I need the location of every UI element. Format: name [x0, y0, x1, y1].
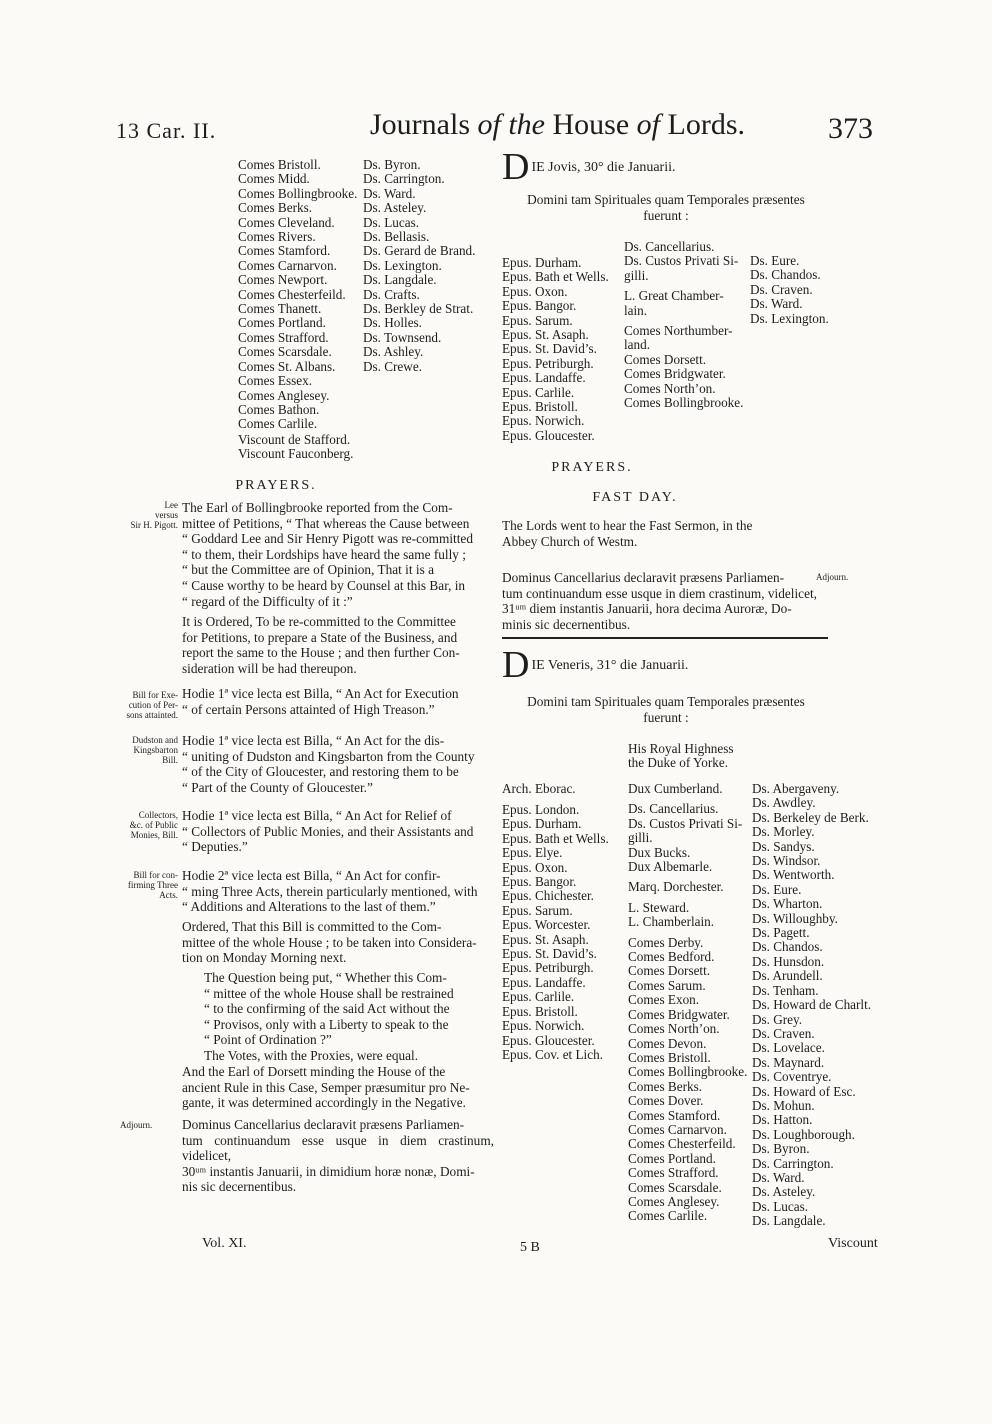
peer-name: lain.: [624, 302, 648, 318]
peer-name: Epus. Bristoll.: [502, 1003, 578, 1019]
margin-note-line: Dudston and: [132, 735, 178, 745]
peer-name: Ds. Chandos.: [752, 939, 823, 955]
peer-name: Epus. Durham.: [502, 255, 582, 270]
peer-name: Epus. Bath et Wells.: [502, 830, 609, 846]
peer-name: Ds. Bellasis.: [363, 229, 430, 245]
peer-name: Comes Devon.: [628, 1035, 707, 1051]
peer-name: Marq. Dorchester.: [628, 879, 724, 895]
text-line: for Petitions, to prepare a State of the Business, and: [182, 629, 458, 645]
text-line: Hodie 1ª vice lecta est Billa, “ An Act for the dis-: [182, 733, 445, 748]
text-line: “ Additions and Alterations to the last of them.”: [182, 899, 436, 915]
domini-list-2: [752, 782, 871, 1229]
peer-name: Comes Essex.: [238, 373, 312, 389]
peer-name: Ds. Holles.: [363, 315, 422, 331]
officers-comites-list-1: [624, 240, 743, 410]
peer-name: Epus. Landaffe.: [502, 370, 586, 386]
text-line: Hodie 1ª vice lecta est Billa, “ An Act for Relief of: [182, 808, 452, 823]
paragraph-adjourn-right: [502, 570, 820, 632]
margin-note-line: Acts.: [159, 890, 178, 900]
margin-note-dudston: [112, 735, 178, 765]
peer-name: Comes Rivers.: [238, 229, 316, 245]
peer-name: Comes Bridgwater.: [628, 1006, 730, 1022]
episcopi-list-2: [502, 803, 609, 1062]
prayers-heading: PRAYERS.: [235, 478, 317, 493]
peer-name: Epus. Oxon.: [502, 283, 568, 299]
peer-name: Comes Thanett.: [238, 301, 322, 317]
text-line: Dominus Cancellarius declaravit præsens Parliamen-: [182, 1117, 465, 1132]
text-line: 30ᵘᵐ instantis Januarii, in dimidium horæ nonæ, Domi-: [182, 1163, 475, 1179]
margin-note-execution: [112, 690, 178, 720]
episcopi-list-1: [502, 256, 609, 443]
peer-name: Dux Bucks.: [628, 844, 691, 860]
peer-name: Epus. Chichester.: [502, 888, 594, 904]
peer-name: Epus. Petriburgh.: [502, 355, 594, 371]
paragraph-adjourn-left: [182, 1117, 494, 1195]
margin-note-line: cution of Per-: [128, 700, 178, 710]
peer-name: Ds. Howard de Charlt.: [752, 997, 872, 1013]
peer-name: gilli.: [628, 830, 653, 846]
text-line: “ to the confirming of the said Act without the: [204, 1001, 450, 1017]
margin-note-collectors: [112, 810, 178, 840]
peer-name: Comes Portland.: [628, 1150, 716, 1166]
text-line: His Royal Highness: [628, 741, 734, 756]
text-line: tum continuandum esse usque in diem crastinum, videlicet,: [182, 1132, 494, 1164]
margin-note-line: sons attainted.: [126, 710, 178, 720]
text-line: minis sic decernentibus.: [502, 616, 631, 632]
margin-note-adjourn-right: Adjourn.: [816, 572, 849, 582]
peer-name: Ds. Crafts.: [363, 286, 420, 302]
peer-name: Comes Bristoll.: [238, 157, 321, 172]
peer-name: Ds. Grey.: [752, 1011, 803, 1027]
peer-name: gilli.: [624, 267, 649, 283]
text-line: “ Deputies.”: [182, 839, 248, 855]
peer-name: Ds. Cancellarius.: [628, 801, 719, 817]
peer-name: Ds. Byron.: [363, 157, 421, 172]
peer-name: Epus. Bangor.: [502, 874, 577, 890]
peer-name: Ds. Asteley.: [752, 1184, 816, 1200]
duke-of-yorke: [628, 742, 734, 771]
peer-name: Epus. Petriburgh.: [502, 960, 594, 976]
peer-name: Comes Bristoll.: [628, 1049, 711, 1065]
margin-note-line: firming Three: [127, 880, 178, 890]
peer-name: Ds. Ward.: [750, 296, 803, 312]
peer-name: Comes North’on.: [624, 380, 716, 396]
peer-name: Comes Anglesey.: [238, 387, 330, 403]
peer-name: Ds. Wentworth.: [752, 867, 835, 883]
paragraph-dudston-bill: [182, 733, 494, 795]
peer-name: Epus. Bath et Wells.: [502, 269, 609, 285]
domini-present-2: [516, 694, 816, 725]
title-part: of the: [477, 108, 545, 141]
peer-name: Ds. Loughborough.: [752, 1126, 855, 1142]
title-part: House: [545, 108, 637, 141]
peer-name: Epus. Elye.: [502, 845, 563, 861]
text-line: Ordered, That this Bill is committed to the Com-: [182, 919, 442, 934]
peer-name: Epus. Bristoll.: [502, 399, 578, 415]
peer-name: Epus. Worcester.: [502, 917, 591, 933]
text-line: mittee of Petitions, “ That whereas the Cause between: [182, 515, 470, 531]
peer-name: Epus. Bangor.: [502, 298, 577, 314]
paragraph-question: [204, 970, 494, 1064]
peer-name: Ds. Sandys.: [752, 838, 815, 854]
text-line: mittee of the whole House ; to be taken into Considera-: [182, 934, 477, 950]
peer-name: Comes Northumber-: [624, 323, 733, 339]
peer-name: Ds. Wharton.: [752, 896, 823, 912]
paragraph-lee-report: [182, 500, 494, 609]
text-line: fuerunt :: [643, 207, 689, 223]
text-line: “ Point of Ordination ?”: [204, 1032, 332, 1048]
peer-name: Epus. Sarum.: [502, 902, 573, 918]
peer-name: Ds. Craven.: [752, 1025, 815, 1041]
margin-note-adjourn-left: Adjourn.: [120, 1120, 153, 1130]
peer-name: Ds. Howard of Esc.: [752, 1083, 856, 1099]
text-line: The Earl of Bollingbrooke reported from the Com-: [182, 500, 453, 515]
peer-name: Comes Strafford.: [628, 1165, 719, 1181]
comites-list: [238, 158, 357, 432]
margin-note-line: Bill.: [162, 755, 178, 765]
peer-name: Comes Berks.: [238, 200, 312, 216]
paragraph-dorsett: [182, 1064, 494, 1111]
text-line: “ but the Committee are of Opinion, That it is a: [182, 562, 434, 578]
text-line: ancient Rule in this Case, Semper præsumitur pro Ne-: [182, 1079, 470, 1095]
peer-name: Dux Albemarle.: [628, 859, 713, 875]
peer-name: Dux Cumberland.: [628, 781, 723, 796]
peer-name: Ds. Chandos.: [750, 267, 821, 283]
peer-name: Ds. Carrington.: [752, 1155, 834, 1171]
running-head-left: 13 Car. II.: [116, 118, 217, 143]
peer-name: Ds. Awdley.: [752, 795, 816, 811]
text-line: tum continuandum esse usque in diem crastinum, videlicet,: [502, 585, 817, 601]
text-line: “ ming Three Acts, therein particularly mentioned, with: [182, 883, 478, 899]
peer-name: Ds. Lucas.: [752, 1198, 809, 1214]
text-line: The Votes, with the Proxies, were equal.: [204, 1047, 419, 1063]
peer-name: Ds. Lovelace.: [752, 1040, 825, 1056]
catchword: Viscount: [828, 1236, 878, 1251]
peer-name: Comes Carnarvon.: [238, 257, 337, 273]
peer-name: Ds. Coventrye.: [752, 1069, 832, 1085]
margin-note-line: Collectors,: [138, 810, 178, 820]
peer-name: Ds. Custos Privati Si-: [624, 253, 739, 269]
margin-note-confirming: [112, 870, 178, 900]
text-line: sideration will be had thereupon.: [182, 660, 357, 676]
peer-name: Comes Dorsett.: [624, 351, 707, 367]
peer-name: Ds. Townsend.: [363, 329, 442, 345]
domini-list: [363, 158, 475, 374]
peer-name: Comes Scarsdale.: [238, 344, 332, 360]
text-line: Domini tam Spirituales quam Temporales præsentes: [527, 192, 805, 207]
margin-note-line: &c. of Public: [129, 820, 178, 830]
peer-name: Ds. Asteley.: [363, 200, 427, 216]
text-line: “ Cause worthy to be heard by Counsel at this Bar, in: [182, 577, 466, 593]
text-line: The Lords went to hear the Fast Sermon, in the: [502, 518, 753, 533]
peer-name: Ds. Berkley de Strat.: [363, 301, 474, 317]
text-line: Abbey Church of Westm.: [502, 533, 638, 549]
paragraph-confirming-bill: [182, 868, 494, 915]
peer-name: Comes Bedford.: [628, 949, 715, 965]
text-line: Domini tam Spirituales quam Temporales præsentes: [527, 694, 805, 709]
text-line: “ mittee of the whole House shall be restrained: [204, 985, 454, 1001]
peer-name: Epus. Gloucester.: [502, 1032, 595, 1048]
day-heading-jovis: D IE Jovis, 30° die Januarii.: [502, 146, 676, 188]
peer-name: Ds. Hatton.: [752, 1112, 813, 1128]
peer-name: Comes Newport.: [238, 272, 328, 288]
peer-name: Comes Carlile.: [238, 416, 318, 432]
text-line: Dominus Cancellarius declaravit præsens Parliamen-: [502, 570, 785, 585]
peer-name: Ds. Eure.: [750, 253, 800, 268]
peer-name: Epus. Sarum.: [502, 312, 573, 328]
peer-name: Ds. Carrington.: [363, 171, 445, 187]
peer-name: Ds. Windsor.: [752, 853, 821, 869]
officers-comites-list-2: [628, 782, 747, 1224]
peer-name: Epus. Cov. et Lich.: [502, 1046, 603, 1062]
text-line: “ uniting of Dudston and Kingsbarton from the County: [182, 748, 475, 764]
peer-name: Ds. Maynard.: [752, 1054, 825, 1070]
peer-name: Viscount Fauconberg.: [238, 446, 354, 462]
peer-name: L. Great Chamber-: [624, 288, 724, 304]
peer-name: Comes Derby.: [628, 934, 704, 950]
peer-name: Comes Stamford.: [238, 243, 331, 259]
peer-name: Ds. Berkeley de Berk.: [752, 809, 869, 825]
peer-name: Ds. Langdale.: [752, 1213, 826, 1229]
peer-name: Comes Sarum.: [628, 977, 706, 993]
peer-name: Comes Portland.: [238, 315, 326, 331]
paragraph-execution-bill: [182, 686, 494, 717]
prayers-heading-right: PRAYERS.: [551, 460, 633, 475]
margin-note-line: Sir H. Pigott.: [130, 520, 178, 530]
peer-name: Epus. Gloucester.: [502, 427, 595, 443]
peer-name: Comes North’on.: [628, 1021, 720, 1037]
paragraph-ordered-committee: [182, 919, 494, 966]
peer-name: Epus. St. Asaph.: [502, 931, 589, 947]
peer-name: Ds. Eure.: [752, 881, 802, 897]
text-line: gante, it was determined accordingly in the Negative.: [182, 1095, 466, 1111]
peer-name: Epus. Carlile.: [502, 989, 575, 1005]
paragraph-ordered-recommit: [182, 614, 494, 676]
peer-name: Epus. London.: [502, 802, 580, 817]
peer-name: Ds. Arundell.: [752, 968, 823, 984]
peer-name: Epus. Oxon.: [502, 859, 568, 875]
archbishop: Arch. Eborac.: [502, 781, 576, 796]
peer-name: Comes Strafford.: [238, 329, 329, 345]
peer-name: Comes Bollingbrooke.: [628, 1064, 748, 1080]
text-line: report the same to the House ; and then further Con-: [182, 645, 460, 661]
peer-name: Ds. Lexington.: [750, 310, 829, 326]
peer-name: Ds. Lexington.: [363, 257, 442, 273]
text-line: Hodie 1ª vice lecta est Billa, “ An Act for Execution: [182, 686, 459, 701]
peer-name: Ds. Ashley.: [363, 344, 424, 360]
peer-name: Comes Cleveland.: [238, 214, 335, 230]
peer-name: Ds. Crewe.: [363, 358, 422, 374]
margin-note-lee: [112, 500, 178, 530]
margin-note-line: versus: [155, 510, 178, 520]
peer-name: Comes Scarsdale.: [628, 1179, 722, 1195]
margin-note-line: Bill for con-: [133, 870, 178, 880]
peer-name: Ds. Craven.: [750, 281, 813, 297]
peer-name: Comes Bathon.: [238, 401, 320, 417]
peer-name: Comes Bollingbrooke.: [238, 185, 358, 201]
text-line: “ to them, their Lordships have heard the same fully ;: [182, 546, 466, 562]
margin-note-line: Bill for Exe-: [132, 690, 178, 700]
peer-name: Ds. Byron.: [752, 1141, 810, 1157]
margin-note-line: Lee: [164, 500, 178, 510]
peer-name: Epus. St. David’s.: [502, 341, 597, 357]
peer-name: Comes St. Albans.: [238, 358, 336, 374]
text-line: The Question being put, “ Whether this Com-: [204, 970, 447, 985]
peer-name: Comes Dover.: [628, 1093, 704, 1109]
title-part: of: [636, 108, 660, 141]
signature-mark: 5 B: [520, 1240, 540, 1255]
text-line: “ Goddard Lee and Sir Henry Pigott was re-committed: [182, 531, 473, 547]
peer-name: Ds. Cancellarius.: [624, 239, 715, 254]
text-line: 31ᵘᵐ diem instantis Januarii, hora decima Auroræ, Do-: [502, 601, 792, 617]
peer-name: Comes Berks.: [628, 1078, 702, 1094]
peer-name: Comes Chesterfeild.: [238, 286, 346, 302]
peer-name: Comes Dorsett.: [628, 963, 711, 979]
page-number: 373: [828, 112, 873, 145]
text-line: fuerunt :: [643, 709, 689, 725]
peer-name: Ds. Pagett.: [752, 925, 810, 941]
text-line: the Duke of Yorke.: [628, 755, 728, 771]
domini-list-1: [750, 254, 829, 326]
text-line: “ Part of the County of Gloucester.”: [182, 779, 373, 795]
paragraph-fast-sermon: [502, 518, 820, 549]
peer-name: Ds. Mohun.: [752, 1097, 815, 1113]
peer-name: L. Steward.: [628, 899, 690, 915]
peer-name: Epus. Landaffe.: [502, 974, 586, 990]
peer-name: Ds. Morley.: [752, 824, 815, 840]
peer-name: Epus. Norwich.: [502, 413, 585, 429]
volume-number: Vol. XI.: [202, 1236, 247, 1251]
peer-name: Epus. Durham.: [502, 816, 582, 832]
fast-day-heading: FAST DAY.: [592, 490, 678, 505]
text-line: nis sic decernentibus.: [182, 1179, 297, 1195]
day-heading-veneris: D IE Veneris, 31° die Januarii.: [502, 644, 689, 686]
peer-name: Viscount de Stafford.: [238, 432, 351, 447]
peer-name: Comes Midd.: [238, 171, 310, 187]
peer-name: Comes Anglesey.: [628, 1193, 720, 1209]
peer-name: Ds. Ward.: [363, 185, 416, 201]
viscount-list: [238, 433, 353, 462]
peer-name: Comes Bollingbrooke.: [624, 395, 744, 411]
peer-name: Comes Stamford.: [628, 1107, 721, 1123]
text-line: tion on Monday Morning next.: [182, 950, 347, 966]
text-line: “ of certain Persons attainted of High Treason.”: [182, 701, 435, 717]
text-line: “ Provisos, only with a Liberty to speak to the: [204, 1016, 449, 1032]
section-rule: [502, 637, 828, 639]
peer-name: Epus. St. Asaph.: [502, 327, 589, 343]
peer-name: Comes Exon.: [628, 992, 700, 1008]
peer-name: Ds. Lucas.: [363, 214, 420, 230]
page-title: [370, 108, 745, 142]
peer-name: Ds. Langdale.: [363, 272, 437, 288]
margin-note-line: Monies, Bill.: [130, 830, 178, 840]
domini-present-1: [516, 192, 816, 223]
peer-name: L. Chamberlain.: [628, 914, 715, 930]
peer-name: Comes Carnarvon.: [628, 1121, 727, 1137]
title-part: Lords.: [660, 108, 745, 141]
text-line: Hodie 2ª vice lecta est Billa, “ An Act for confir-: [182, 868, 441, 883]
text-line: “ regard of the Difficulty of it :”: [182, 593, 353, 609]
peer-name: Ds. Custos Privati Si-: [628, 815, 743, 831]
peer-name: Epus. St. David’s.: [502, 946, 597, 962]
text-line: And the Earl of Dorsett minding the House of the: [182, 1064, 446, 1079]
peer-name: land.: [624, 337, 651, 353]
peer-name: Comes Chesterfeild.: [628, 1136, 736, 1152]
peer-name: Comes Carlile.: [628, 1208, 708, 1224]
peer-name: Ds. Ward.: [752, 1169, 805, 1185]
peer-name: Ds. Gerard de Brand.: [363, 243, 476, 259]
text-line: “ Collectors of Public Monies, and their Assistants and: [182, 823, 474, 839]
text-line: It is Ordered, To be re-committed to the Committee: [182, 614, 456, 629]
paragraph-collectors-bill: [182, 808, 494, 855]
peer-name: Ds. Tenham.: [752, 982, 819, 998]
title-part: Journals: [370, 108, 478, 141]
peer-name: Ds. Willoughby.: [752, 910, 838, 926]
peer-name: Comes Bridgwater.: [624, 366, 726, 382]
peer-name: Epus. Norwich.: [502, 1018, 585, 1034]
peer-name: Ds. Hunsdon.: [752, 953, 825, 969]
margin-note-line: Kingsbarton: [133, 745, 178, 755]
peer-name: Epus. Carlile.: [502, 384, 575, 400]
text-line: “ of the City of Gloucester, and restoring them to be: [182, 764, 459, 780]
peer-name: Ds. Abergaveny.: [752, 781, 840, 796]
